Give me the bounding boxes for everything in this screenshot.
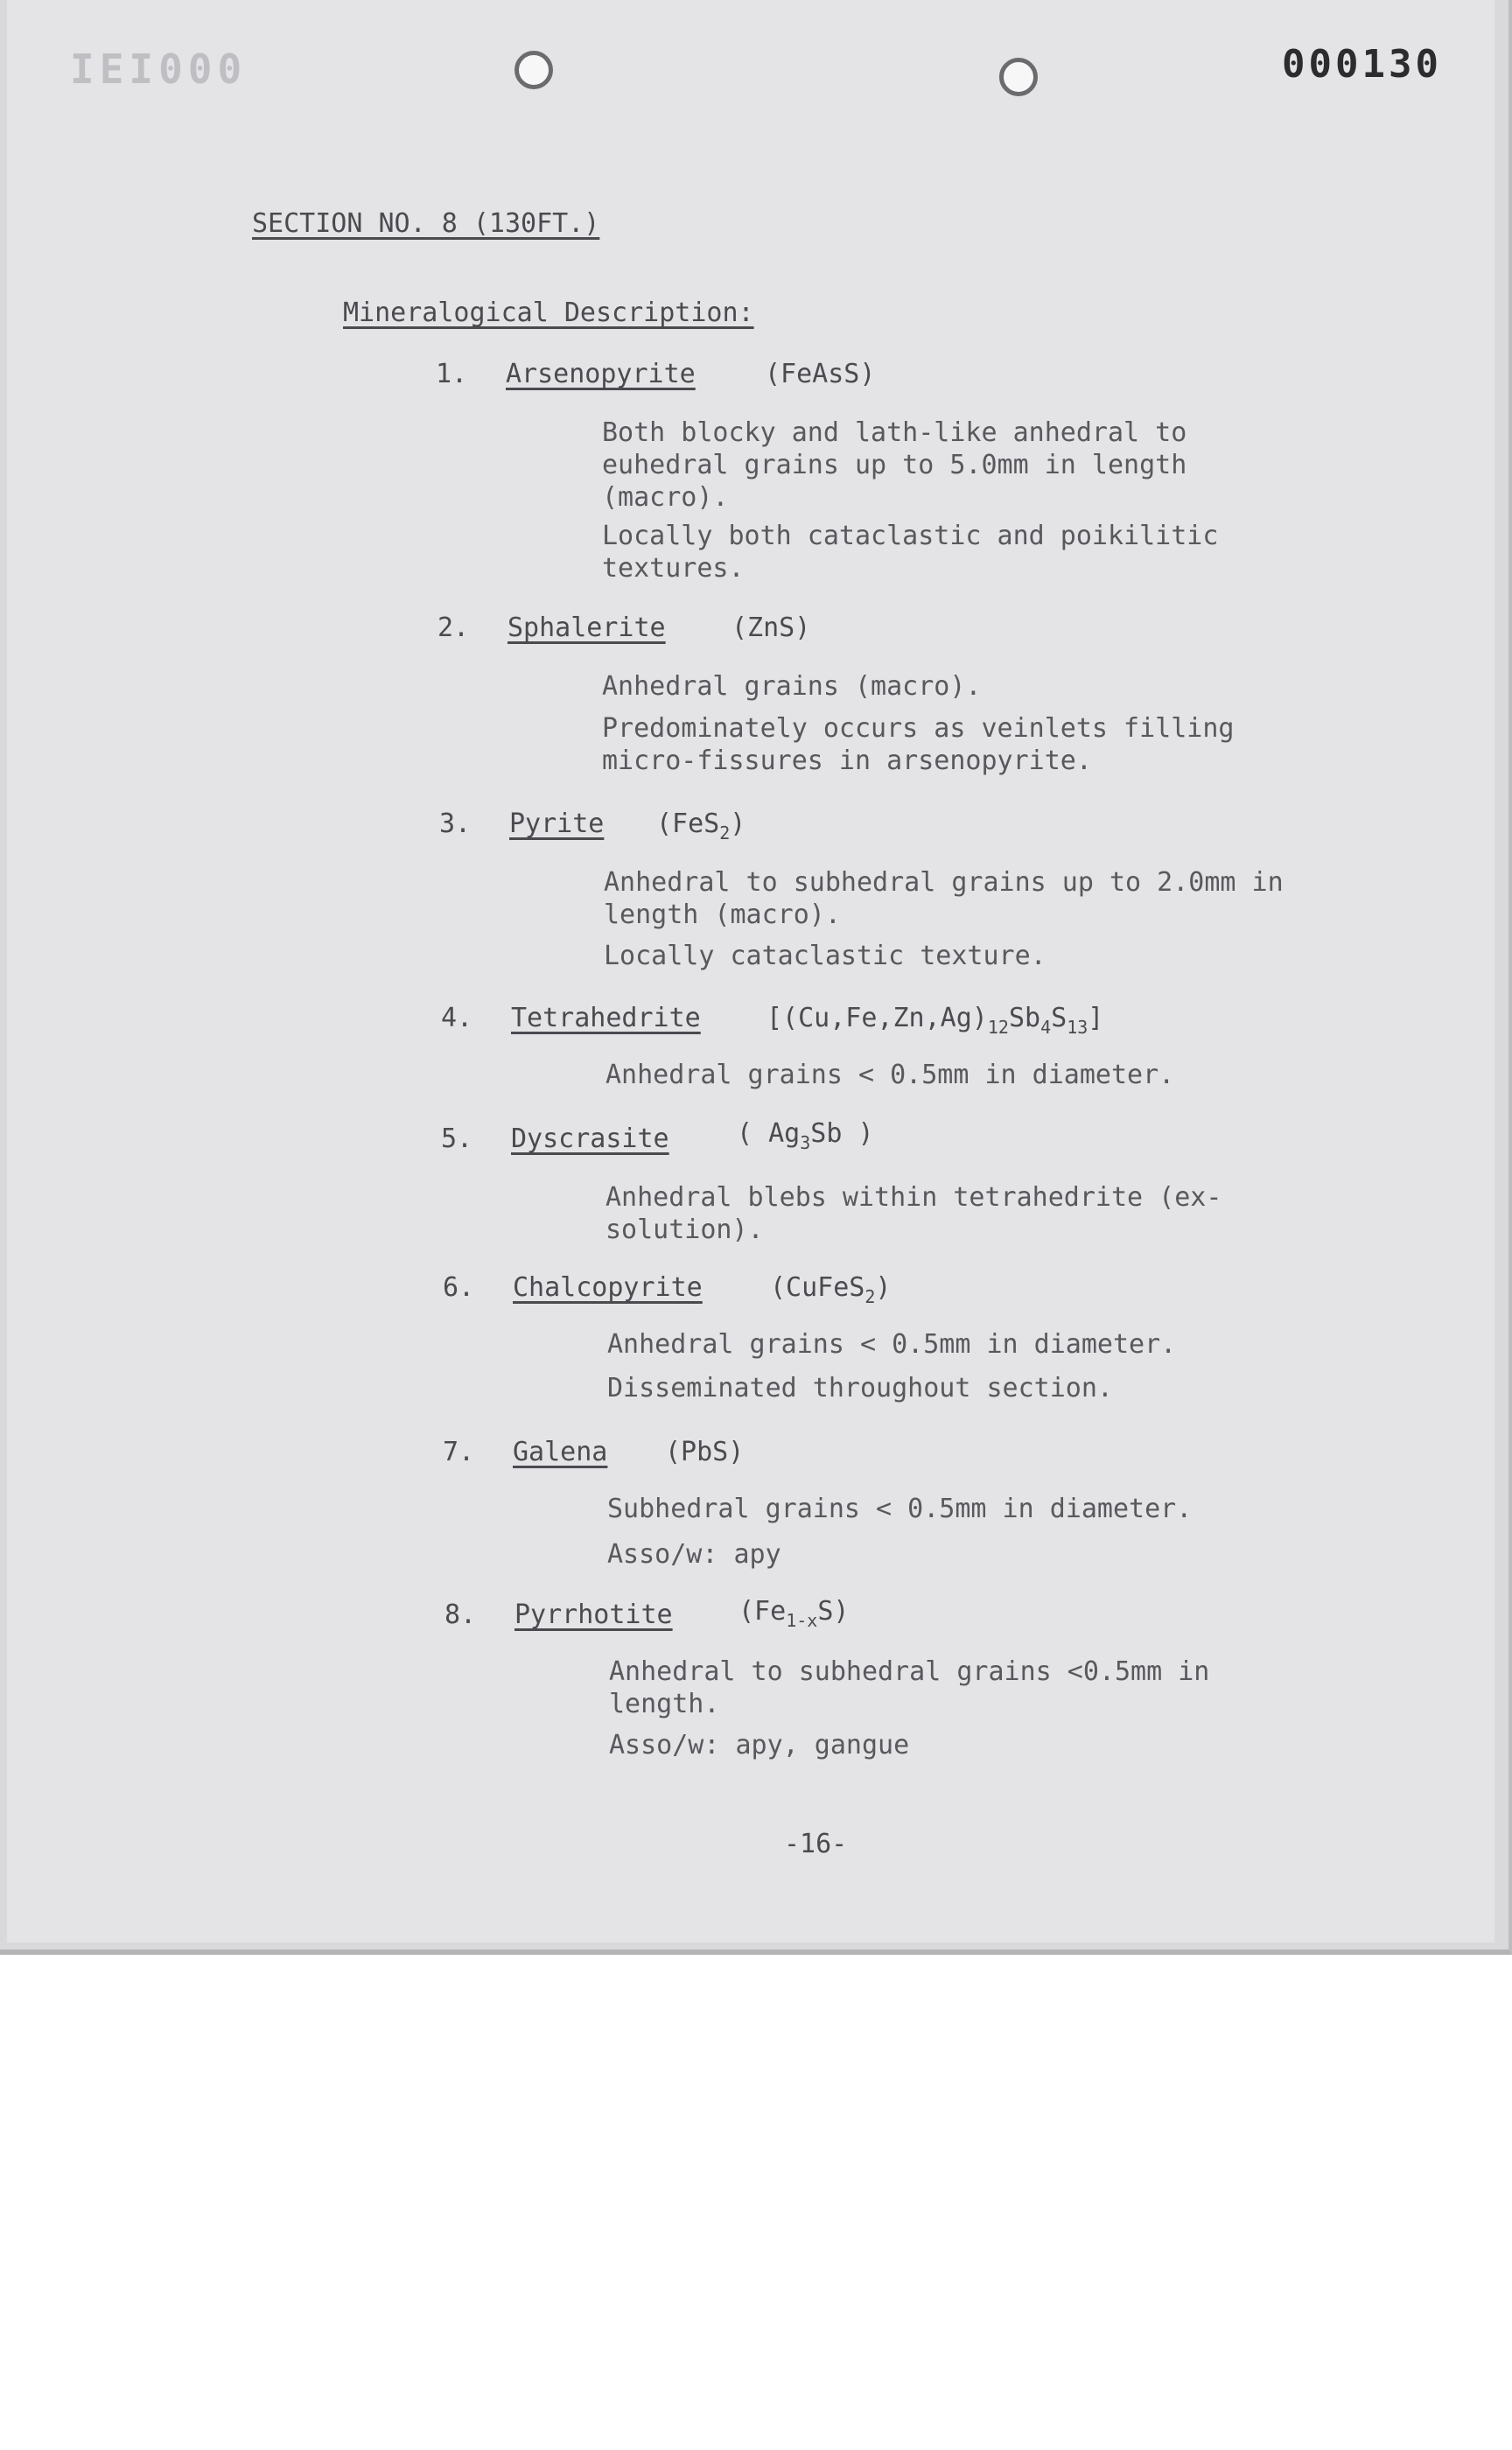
mineral-name: Dyscrasite: [511, 1124, 669, 1154]
mineral-number: 8.: [444, 1600, 477, 1630]
mineral-formula: $[(Cu,Fe,Zn,Ag)_{12}Sb_4S_{13}]$: [766, 1003, 1104, 1038]
mineral-number: 2.: [438, 612, 470, 643]
mineral-formula: (CuFeS$_2$): [770, 1272, 892, 1307]
punch-hole-icon: [514, 51, 553, 89]
mineral-name: Pyrrhotite: [514, 1600, 673, 1630]
mineral-number: 7.: [443, 1437, 475, 1467]
mineral-description: Both blocky and lath-like anhedral to euhedral grains up to 5.0mm in length (macro).: [602, 417, 1187, 513]
mineral-number: 3.: [439, 808, 472, 839]
faint-stamp-number: IEI000: [70, 46, 248, 93]
mineral-description: Asso/w: apy: [607, 1539, 781, 1570]
mineral-formula: (PbS): [665, 1437, 745, 1467]
mineral-description: Asso/w: apy, gangue: [609, 1730, 910, 1760]
mineral-number: 5.: [441, 1124, 473, 1154]
page-number: -16-: [784, 1829, 848, 1859]
mineral-name: Tetrahedrite: [511, 1003, 701, 1033]
section-title: SECTION NO. 8 (130FT.): [252, 208, 600, 239]
punch-hole-icon: [999, 58, 1038, 96]
section-subtitle: Mineralogical Description:: [343, 298, 754, 328]
mineral-description: Anhedral to subhedral grains up to 2.0mm in length (macro).: [604, 867, 1284, 930]
mineral-name: Pyrite: [509, 808, 605, 839]
mineral-description: Anhedral grains < 0.5mm in diameter.: [606, 1060, 1175, 1090]
mineral-description: Anhedral blebs within tetrahedrite (ex-solution).: [606, 1182, 1222, 1245]
page-id-number: 000130: [1282, 42, 1442, 87]
mineral-formula: ( $Ag_3Sb$ ): [737, 1118, 874, 1153]
mineral-description: Predominately occurs as veinlets filling micro-fissures in arsenopyrite.: [602, 713, 1235, 776]
mineral-description: Locally cataclastic texture.: [604, 941, 1046, 971]
mineral-name: Arsenopyrite: [506, 359, 696, 389]
mineral-number: 6.: [443, 1272, 475, 1303]
mineral-name: Galena: [513, 1437, 608, 1467]
mineral-description: Subhedral grains < 0.5mm in diameter.: [607, 1494, 1193, 1524]
mineral-description: Anhedral to subhedral grains <0.5mm in length.: [609, 1656, 1210, 1719]
mineral-description: Disseminated throughout section.: [607, 1373, 1113, 1404]
mineral-name: Chalcopyrite: [513, 1272, 703, 1303]
mineral-formula: $(Fe_{1-x}S)$: [738, 1596, 850, 1631]
document-page: [7, 0, 1494, 1942]
mineral-description: Locally both cataclastic and poikilitic textures.: [602, 521, 1219, 584]
mineral-description: Anhedral grains < 0.5mm in diameter.: [607, 1329, 1177, 1360]
mineral-formula: (ZnS): [732, 612, 811, 643]
mineral-description: Anhedral grains (macro).: [602, 671, 982, 702]
mineral-number: 1.: [436, 359, 468, 389]
mineral-number: 4.: [441, 1003, 473, 1033]
mineral-formula: (FeAsS): [765, 359, 876, 389]
mineral-formula: (FeS$_2$): [656, 808, 746, 844]
mineral-name: Sphalerite: [508, 612, 666, 643]
